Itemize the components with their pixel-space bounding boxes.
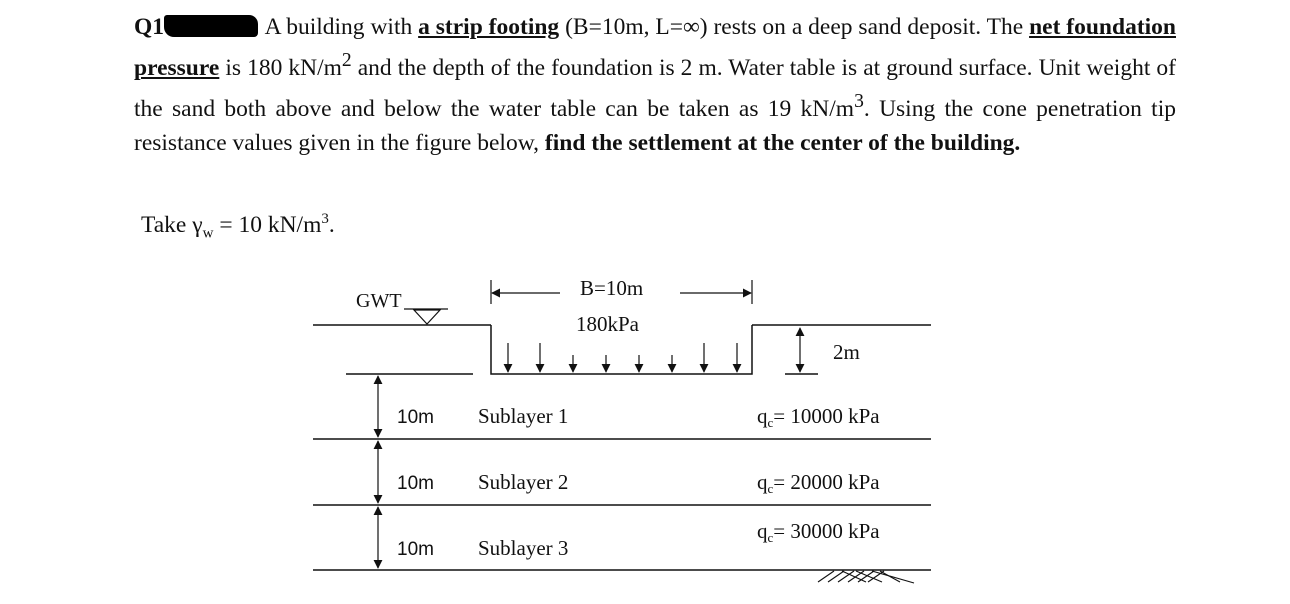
- layer-qc: qc= 10000 kPa: [757, 404, 880, 430]
- layer-thickness: 10m: [397, 473, 434, 494]
- layer-name: Sublayer 3: [478, 536, 569, 560]
- depth-label: 2m: [833, 340, 860, 364]
- hatch-line: [880, 571, 900, 582]
- question-seg4: and the depth of the foundation is 2 m. Water table is at ground surface. Unit weight of the sand both above and below the water table can be taken as 19 kN/m: [134, 54, 1176, 122]
- pressure-label: 180kPa: [576, 312, 639, 336]
- layer-qc: qc= 30000 kPa: [757, 519, 880, 545]
- question-seg5: . Using the cone penetration tip resistance values given in the figure below,: [134, 95, 1176, 156]
- question-seg3: is 180 kN/m: [219, 54, 342, 81]
- strip-footing-term: a strip footing: [418, 14, 560, 40]
- hatch-line: [818, 571, 834, 582]
- layer-qc: qc= 20000 kPa: [757, 470, 880, 496]
- hatch-line: [872, 571, 914, 583]
- layer-thickness: 10m: [397, 407, 434, 428]
- layer-name: Sublayer 1: [478, 404, 569, 428]
- unit-weight-water: Take $\gamma_w = 10$ $kN/m^3$.: [141, 211, 335, 242]
- superscript-2: 2: [341, 50, 352, 71]
- layer-thickness: 10m: [397, 539, 434, 560]
- width-label: B=10m: [580, 276, 644, 300]
- hatch-line: [828, 571, 844, 582]
- gwt-label: GWT: [356, 290, 402, 312]
- question-seg2: (B=10m, L=∞) rests on a deep sand deposit. The: [559, 14, 1030, 40]
- pressure-arrows: [508, 343, 737, 372]
- bedrock-hatch: [818, 571, 914, 583]
- water-table-icon: [414, 310, 440, 324]
- layer-name: Sublayer 2: [478, 470, 569, 494]
- superscript-3: 3: [854, 90, 864, 112]
- question-seg1: A building with: [260, 14, 419, 40]
- find-instruction: find the settlement at the center of the building.: [544, 129, 1021, 156]
- question-number: Q1: [134, 14, 165, 40]
- net-pressure-term: net foundation pressure: [134, 14, 1176, 81]
